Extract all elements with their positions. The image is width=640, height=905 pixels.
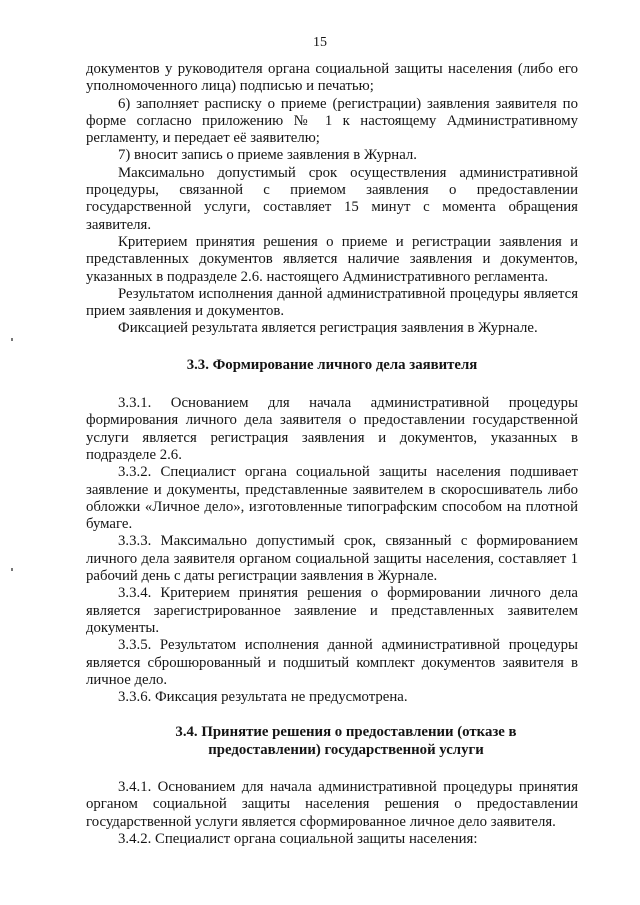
clause-3-3-5: 3.3.5. Результатом исполнения данной административной процедуры является сброшюрованный и подшитый комплект документов заявителя в личное дело. xyxy=(86,637,578,688)
paragraph: Максимально допустимый срок осуществления административной процедуры, связанной с приемом заявления о предоставлении государственной услуги, составляет 15 минут с момента обращения заявителя. xyxy=(86,164,578,233)
paragraph: 7) вносит запись о приеме заявления в Журнал. xyxy=(118,147,417,164)
scan-mark xyxy=(11,338,13,341)
page-number: 15 xyxy=(313,35,327,50)
section-heading-3-4-line1: 3.4. Принятие решения о предоставлении (отказе в xyxy=(175,724,517,741)
paragraph: Критерием принятия решения о приеме и регистрации заявления и представленных документов является наличие заявления и документов, указанных в подразделе 2.6. настоящего Административного регламента. xyxy=(86,233,578,285)
section-heading-3-3: 3.3. Формирование личного дела заявителя xyxy=(186,356,478,373)
scan-mark xyxy=(11,568,13,571)
clause-3-3-1: 3.3.1. Основанием для начала административной процедуры формирования личного дела заявителя о предоставлении государственной услуги является регистрация заявления и документов, указанных в подразделе 2.6. xyxy=(86,395,578,463)
clause-3-3-3: 3.3.3. Максимально допустимый срок, связанный с формированием личного дела заявителя органом социальной защиты населения, составляет 1 рабочий день с даты регистрации заявления в Журнале. xyxy=(86,533,578,585)
paragraph: Результатом исполнения данной административной процедуры является прием заявления и документов. xyxy=(86,285,578,320)
section-heading-3-4 xyxy=(86,724,578,759)
page-body xyxy=(86,61,578,848)
paragraph: Фиксацией результата является регистрация заявления в Журнале. xyxy=(118,320,538,337)
clause-3-4-2: 3.4.2. Специалист органа социальной защиты населения: xyxy=(118,830,478,847)
clause-3-3-4: 3.3.4. Критерием принятия решения о формировании личного дела является зарегистрированное заявление и представленных заявителем документы. xyxy=(86,585,578,636)
paragraph: 6) заполняет расписку о приеме (регистрации) заявления заявителя по форме согласно приложению № 1 к настоящему Административному регламенту, и передает её заявителю; xyxy=(86,95,578,147)
clause-3-4-1: 3.4.1. Основанием для начала административной процедуры принятия органом социальной защиты населения решения о предоставлении государственной услуги является сформированное личное дело заявителя. xyxy=(86,778,578,830)
paragraph: документов у руководителя органа социальной защиты населения (либо его уполномоченного лица) подписью и печатью; xyxy=(86,61,578,95)
clause-3-3-2: 3.3.2. Специалист органа социальной защиты населения подшивает заявление и документы, представленные заявителем в скоросшиватель либо обложки «Личное дело», изготовленные типографским способом на плотной бумаге. xyxy=(86,464,578,533)
clause-3-3-6: 3.3.6. Фиксация результата не предусмотрена. xyxy=(118,689,408,706)
section-heading-3-4-line2: предоставлении) государственной услуги xyxy=(208,741,484,758)
